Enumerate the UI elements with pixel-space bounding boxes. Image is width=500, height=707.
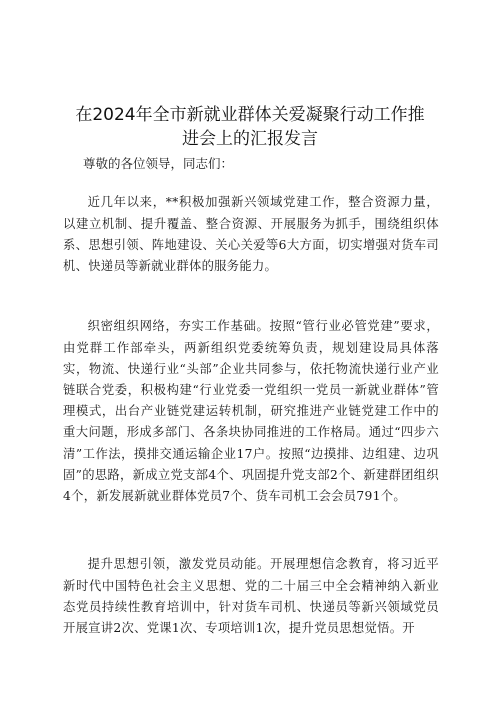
title-line-1: 在2024年全市新就业群体关爱凝聚行动工作推: [75, 105, 425, 125]
document-title: [60, 103, 440, 151]
greeting: 尊敬的各位领导，同志们：: [83, 156, 234, 171]
title-line-2: 进会上的汇报发言: [182, 129, 318, 149]
paragraph-ideology: 提升思想引领，激发党员动能。开展理想信念教育，将习近平新时代中国特色社会主义思想、党的二十届三中全会精神纳入新业态党员持续性教育培训中，针对货车司机、快递员等新兴领域党员开展宣讲2次、党课1次、专项培训1次，提升党员思想觉悟。开: [63, 557, 439, 635]
paragraph-intro: 近几年以来，**积极加强新兴领域党建工作，整合资源力量，以建立机制、提升覆盖、整合资源、开展服务为抓手，围绕组织体系、思想引领、阵地建设、关心关爱等6大方面，切实增强对货车司机、快递员等新就业群体的服务能力。: [63, 195, 439, 273]
paragraph-organization: 织密组织网络，夯实工作基础。按照“管行业必管党建”要求，由党群工作部牵头，两新组织党委统筹负责，规划建设局具体落实，物流、快递行业“头部”企业共同参与，依托物流快递行业产业链联合党委，积极构建“行业党委一党组织一党员一新就业群体”管理模式，出台产业链党建运转机制，研究推进产业链党建工作中的重大问题，形成多部门、各条块协同推进的工作格局。通过“四步六清”工作法，摸排交通运输企业17户。按照“边摸排、边组建、边巩固”的思路，新成立党支部4个、巩固提升党支部2个、新建群团组织4个，新发展新就业群体党员7个、货车司机工会会员791个。: [63, 319, 439, 503]
